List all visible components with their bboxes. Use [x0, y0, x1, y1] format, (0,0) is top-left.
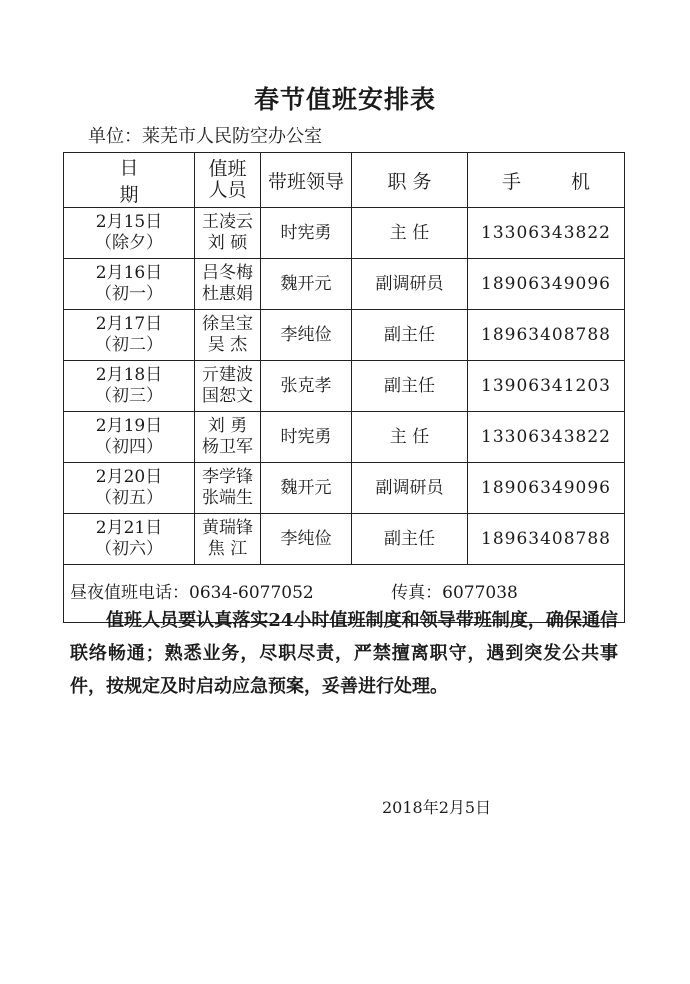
date-text: 2月15日 [95, 212, 163, 232]
cell-leader: 李纯俭 [261, 514, 352, 565]
cell-position: 副主任 [352, 310, 468, 361]
table-row [64, 259, 625, 310]
cell-staff [195, 259, 261, 310]
cell-leader: 魏开元 [261, 463, 352, 514]
date-text: 2月20日 [95, 467, 163, 487]
cell-leader: 张克孝 [261, 361, 352, 412]
cell-leader: 李纯俭 [261, 310, 352, 361]
table-row [64, 361, 625, 412]
table-row [64, 208, 625, 259]
header-staff-line1: 值班 [208, 158, 247, 180]
cell-phone: 13306343822 [468, 412, 625, 463]
unit-label: 单位：莱芜市人民防空办公室 [88, 126, 322, 147]
cell-date [64, 412, 195, 463]
cell-position: 副主任 [352, 361, 468, 412]
cell-date [64, 259, 195, 310]
table-row [64, 310, 625, 361]
staff-name-1: 王凌云 [202, 212, 253, 232]
cell-phone: 13306343822 [468, 208, 625, 259]
staff-name-2: 国恕文 [202, 386, 253, 406]
cell-position: 副调研员 [352, 259, 468, 310]
staff-name-1: 黄瑞锋 [202, 518, 253, 538]
table-row [64, 412, 625, 463]
cell-staff [195, 208, 261, 259]
cell-position: 主 任 [352, 208, 468, 259]
staff-name-1: 徐呈宝 [202, 314, 253, 334]
staff-name-2: 刘 硕 [207, 233, 248, 253]
day-text: （初一） [95, 284, 163, 304]
document-title: 春节值班安排表 [253, 85, 436, 114]
cell-staff [195, 514, 261, 565]
date-text: 2月18日 [95, 365, 163, 385]
cell-staff [195, 412, 261, 463]
day-text: （初二） [95, 335, 163, 355]
day-text: （初五） [95, 488, 163, 508]
header-position: 职 务 [352, 153, 468, 208]
cell-position: 副调研员 [352, 463, 468, 514]
table-row [64, 463, 625, 514]
header-staff-line2: 人员 [208, 179, 247, 201]
staff-name-1: 李学锋 [202, 467, 253, 487]
staff-name-1: 刘 勇 [207, 416, 248, 436]
header-phone: 手 机 [468, 153, 625, 208]
header-leader: 带班领导 [261, 153, 352, 208]
cell-date [64, 463, 195, 514]
cell-phone: 18906349096 [468, 259, 625, 310]
header-staff [195, 153, 261, 208]
cell-phone: 18963408788 [468, 514, 625, 565]
cell-position: 主 任 [352, 412, 468, 463]
cell-date [64, 310, 195, 361]
cell-leader: 时宪勇 [261, 208, 352, 259]
date-text: 2月21日 [95, 518, 163, 538]
cell-position: 副主任 [352, 514, 468, 565]
staff-name-2: 杨卫军 [202, 437, 253, 457]
staff-name-1: 吕冬梅 [202, 263, 253, 283]
staff-name-2: 张端生 [202, 488, 253, 508]
staff-name-2: 焦 江 [207, 539, 248, 559]
date-text: 2月16日 [95, 263, 163, 283]
table-header-row [64, 153, 625, 208]
cell-phone: 13906341203 [468, 361, 625, 412]
cell-leader: 魏开元 [261, 259, 352, 310]
cell-date [64, 361, 195, 412]
cell-leader: 时宪勇 [261, 412, 352, 463]
date-text: 2月19日 [95, 416, 163, 436]
header-date: 日 期 [64, 153, 195, 208]
cell-staff [195, 361, 261, 412]
duty-schedule-table [63, 152, 625, 623]
table-row [64, 514, 625, 565]
day-text: （初六） [95, 539, 163, 559]
cell-staff [195, 463, 261, 514]
fax-text: 传真：6077038 [391, 583, 518, 603]
cell-date [64, 208, 195, 259]
cell-phone: 18963408788 [468, 310, 625, 361]
staff-name-2: 吴 杰 [207, 335, 248, 355]
day-text: （除夕） [95, 233, 163, 253]
date-text: 2月17日 [95, 314, 163, 334]
document-date: 2018年2月5日 [382, 798, 492, 817]
staff-name-2: 杜惠娟 [202, 284, 253, 304]
staff-name-1: 亓建波 [202, 365, 253, 385]
duty-notice-paragraph: 值班人员要认真落实24小时值班制度和领导带班制度，确保通信联络畅通；熟悉业务，尽职尽责，严禁擅离职守，遇到突发公共事件，按规定及时启动应急预案，妥善进行处理。 [70, 610, 618, 697]
duty-phone-text: 昼夜值班电话：0634-6077052 [70, 583, 314, 603]
cell-date [64, 514, 195, 565]
day-text: （初三） [95, 386, 163, 406]
cell-staff [195, 310, 261, 361]
day-text: （初四） [95, 437, 163, 457]
cell-phone: 18906349096 [468, 463, 625, 514]
